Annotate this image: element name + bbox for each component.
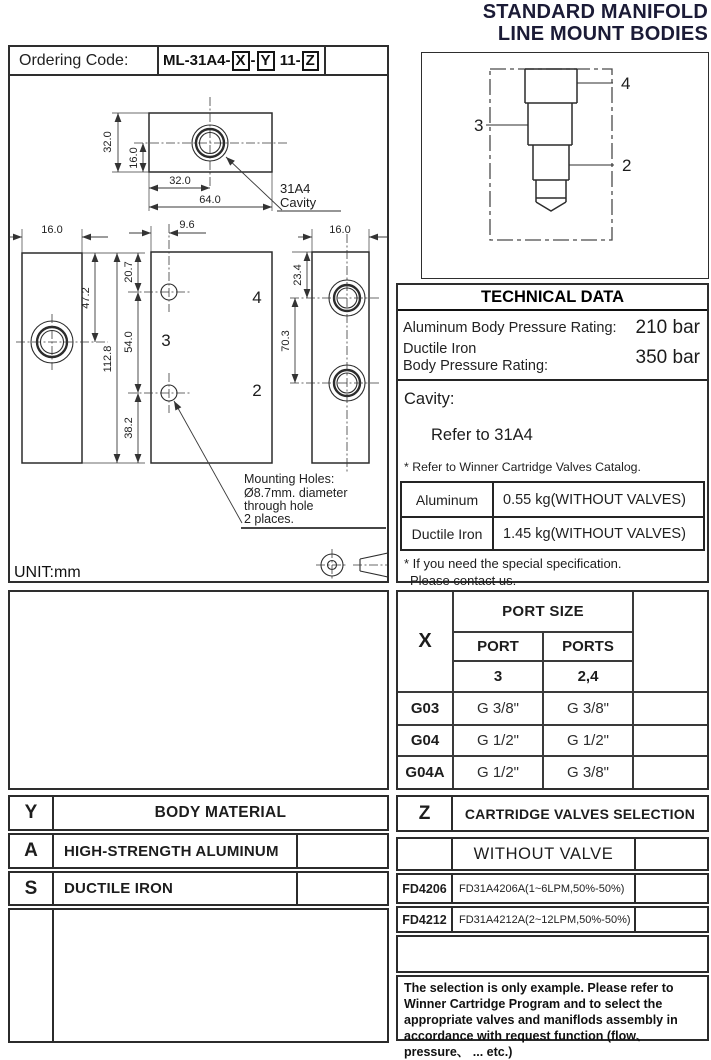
cavity-callout-line2: Cavity (280, 195, 317, 210)
cartridge-blank-row (396, 935, 709, 973)
port-row-value: G 3/8" (454, 693, 544, 726)
right-side-view (280, 224, 387, 474)
top-view (102, 97, 341, 211)
cartridge-row (396, 906, 709, 933)
dim-hole-spacing: 54.0 (123, 331, 135, 353)
dim-top-to-port: 23.4 (292, 264, 304, 286)
projection-symbol (316, 549, 387, 581)
cartridge-title: CARTRIDGE VALVES SELECTION (464, 805, 696, 822)
body-material-code: A (10, 835, 54, 867)
cartridge-header-row (396, 795, 709, 832)
port-sub-header-3: 3 (454, 662, 544, 693)
body-table-y-header: Y (10, 797, 54, 829)
port-row-empty (634, 757, 707, 788)
port-row-empty (634, 693, 707, 726)
weight-table (400, 481, 705, 551)
dim-top-to-hole: 20.7 (123, 261, 135, 283)
ports-sub-header-24: 2,4 (544, 662, 634, 693)
port-row-code: G04A (398, 757, 454, 788)
weight-row-ductile (402, 516, 703, 549)
ordering-z-box: Z (302, 51, 319, 71)
port-col-header: PORT (454, 633, 544, 662)
cartridge-code: FD4206 (398, 875, 453, 902)
ductile-rating-label: Ductile Iron Body Pressure Rating: (403, 341, 549, 374)
weight-row-aluminum (402, 483, 703, 516)
weight-value: 1.45 kg(WITHOUT VALVES) (503, 525, 686, 542)
dim-side-width: 16.0 (41, 224, 63, 236)
body-material-header-row (8, 795, 389, 831)
port-label-2: 2 (252, 381, 262, 400)
ordering-code-row (10, 47, 387, 76)
body-material-row (8, 833, 389, 869)
page-title-line2: LINE MOUNT BODIES (497, 23, 708, 45)
without-valve-code-cell (398, 839, 453, 869)
cartridge-desc: FD31A4206A(1~6LPM,50%-50%) (453, 875, 636, 902)
dim-top-half: 32.0 (169, 175, 191, 187)
port-label-3: 3 (161, 331, 171, 350)
cavity-port-labels (474, 74, 631, 175)
technical-data-panel (396, 283, 709, 588)
port-table-empty-column (634, 592, 707, 693)
body-material-title: BODY MATERIAL (154, 804, 287, 821)
cavity-port-3: 3 (474, 116, 484, 135)
body-material-name: HIGH-STRENGTH ALUMINUM (54, 835, 298, 867)
cavity-section-drawing (422, 53, 707, 277)
cartridge-empty-cell (636, 908, 707, 931)
body-material-empty-code (10, 910, 54, 1041)
cavity-note: * Refer to Winner Cartridge Valves Catalog. (404, 460, 641, 475)
port-row-empty (634, 726, 707, 757)
ordering-y-box: Y (257, 51, 275, 71)
cartridge-code: FD4212 (398, 908, 453, 931)
body-material-empty-cell (298, 873, 387, 904)
body-material-table (8, 795, 389, 1043)
port-row-value: G 1/2" (544, 726, 634, 757)
weight-value: 0.55 kg(WITHOUT VALVES) (503, 491, 686, 508)
body-material-row (8, 871, 389, 906)
cavity-port-2: 2 (622, 156, 632, 175)
mounting-note (241, 472, 386, 528)
cavity-bore-profile (525, 69, 577, 211)
mounting-note-line3: through hole (244, 499, 314, 513)
photo-placeholder-box (8, 590, 389, 790)
body-material-empty-cell (298, 835, 387, 867)
manifold-drawing (10, 76, 387, 581)
dim-port-spacing: 70.3 (280, 330, 292, 352)
page-title (248, 1, 708, 45)
ordering-mid: 11- (275, 52, 301, 69)
cartridge-empty-cell (636, 875, 707, 902)
port-row-value: G 3/8" (544, 693, 634, 726)
aluminum-rating-value: 210 bar (635, 317, 700, 338)
ordering-prefix: ML-31A4- (163, 52, 231, 69)
dim-side-to-port: 47.2 (80, 287, 92, 309)
dim-hole-offset: 9.6 (179, 219, 195, 231)
cartridge-z-header: Z (398, 797, 453, 830)
port-row-value: G 1/2" (454, 757, 544, 788)
port-row-value: G 3/8" (544, 757, 634, 788)
body-material-name: DUCTILE IRON (54, 873, 298, 904)
cavity-port-4: 4 (621, 74, 631, 93)
cartridge-empty-cell (636, 839, 707, 869)
cartridge-row (396, 873, 709, 904)
dim-top-width: 64.0 (199, 194, 221, 206)
pressure-ratings (398, 311, 707, 381)
ports-col-header: PORTS (544, 633, 634, 662)
ordering-x-box: X (232, 51, 250, 71)
body-material-empty-cell (54, 910, 387, 1041)
ordering-dash: - (250, 52, 256, 69)
ordering-code-label: Ordering Code: (19, 51, 129, 69)
port-size-group-header: PORT SIZE (454, 592, 634, 633)
ordering-code-value (157, 47, 326, 74)
cavity-callout-line1: 31A4 (280, 181, 311, 196)
port-table-x-header: X (398, 592, 454, 693)
left-side-view (10, 224, 145, 463)
cavity-label: Cavity: (404, 390, 455, 409)
without-valve-label: WITHOUT VALVE (453, 839, 636, 869)
dim-total-height: 112.8 (102, 345, 114, 373)
ductile-rating-value: 350 bar (635, 346, 700, 368)
cartridge-valves-table (396, 795, 709, 1059)
cartridge-selection-note: The selection is only example. Please refer to Winner Cartridge Program and to select the appropriate valves and maniflods assembly in accordance with request function (flow、pressure、 ... etc.) (396, 975, 709, 1041)
special-spec-note: * If you need the special specification. Please contact us. (404, 556, 622, 588)
mounting-note-line1: Mounting Holes: (244, 472, 335, 486)
cavity-value: Refer to 31A4 (431, 426, 533, 445)
body-material-blank-row (8, 908, 389, 1043)
dim-hole-to-bottom: 38.2 (123, 417, 135, 439)
aluminum-rating-label: Aluminum Body Pressure Rating: (403, 319, 617, 336)
page-title-line1: STANDARD MANIFOLD (482, 1, 708, 23)
cavity-spec (398, 381, 707, 480)
without-valve-row (396, 837, 709, 871)
port-label-4: 4 (252, 288, 262, 307)
drawing-panel (8, 45, 389, 583)
dim-top-height: 32.0 (102, 131, 114, 153)
cavity-section-panel (421, 52, 709, 279)
weight-material: Ductile Iron (402, 518, 494, 549)
technical-data-header: TECHNICAL DATA (398, 285, 707, 311)
port-row-code: G04 (398, 726, 454, 757)
port-row-value: G 1/2" (454, 726, 544, 757)
port-row-code: G03 (398, 693, 454, 726)
mounting-note-line2: Ø8.7mm. diameter (244, 486, 348, 500)
cartridge-desc: FD31A4212A(2~12LPM,50%-50%) (453, 908, 636, 931)
dim-top-center: 16.0 (128, 147, 140, 169)
mounting-note-line4: 2 places. (244, 512, 295, 526)
body-material-code: S (10, 873, 54, 904)
unit-label: UNIT:mm (14, 564, 81, 581)
port-size-table (396, 590, 709, 790)
weight-material: Aluminum (402, 483, 494, 516)
dim-right-width: 16.0 (329, 224, 351, 236)
